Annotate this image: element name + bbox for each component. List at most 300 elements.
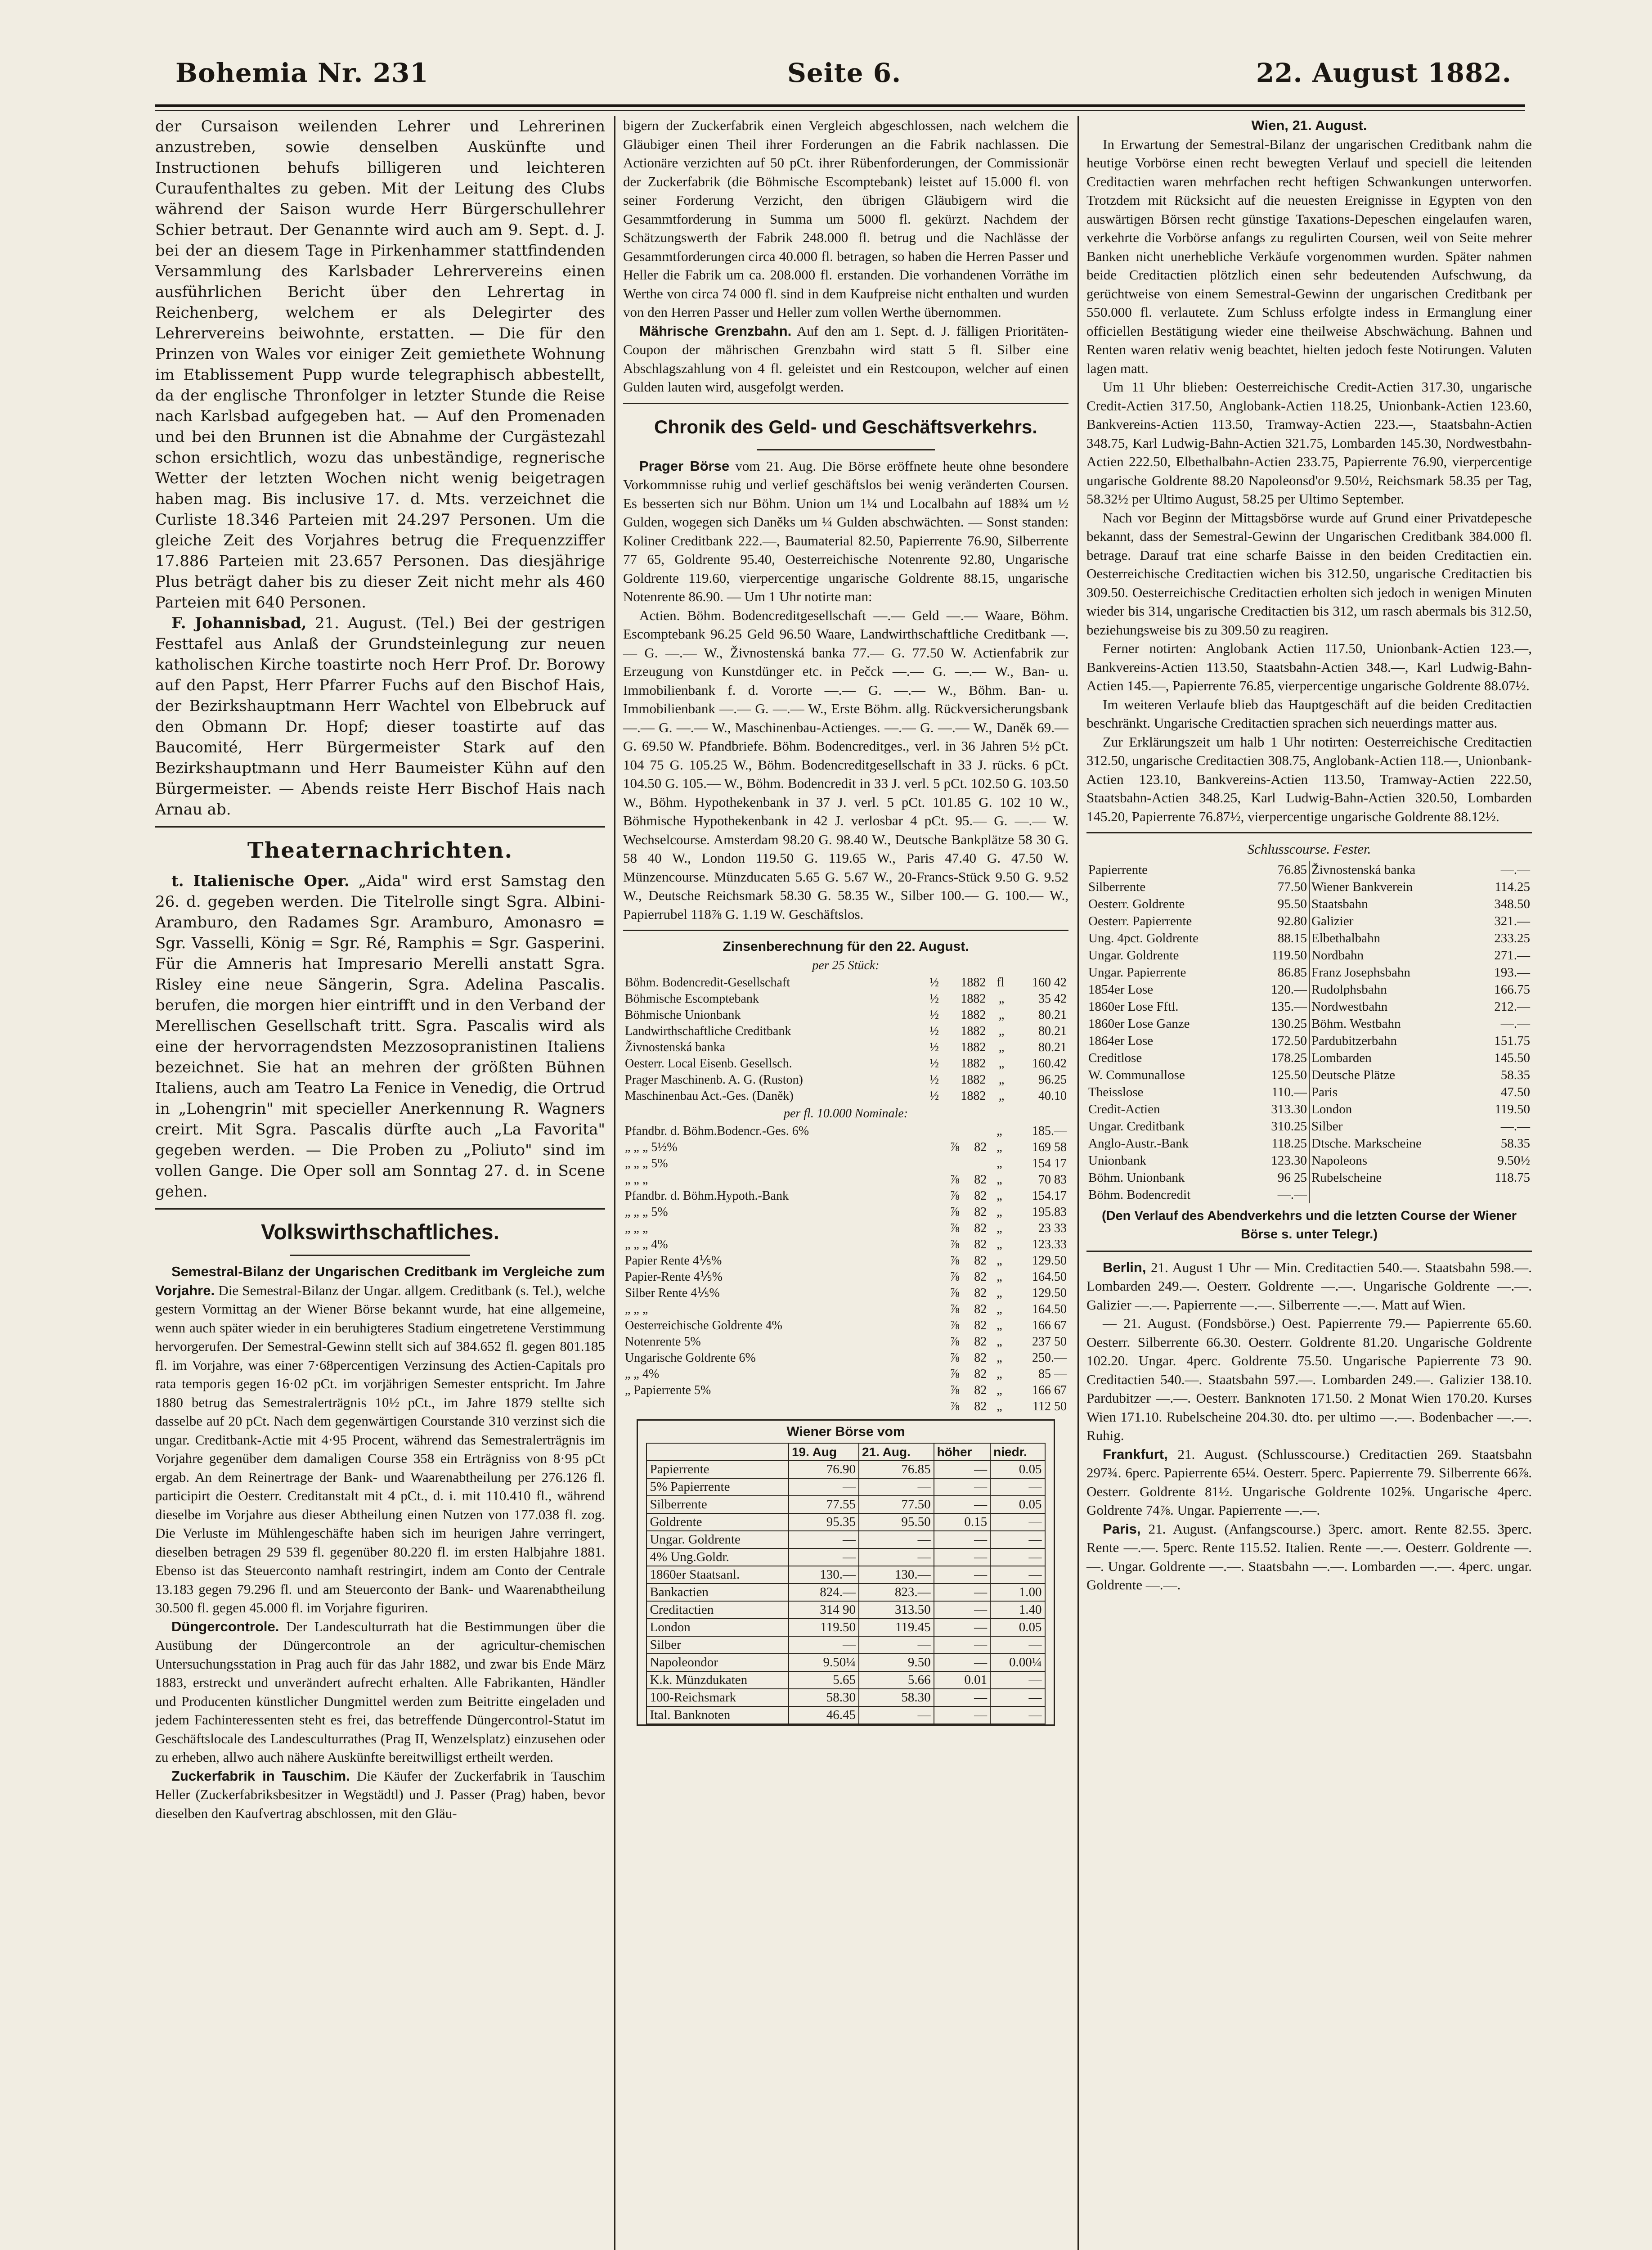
wiener-cell: 95.50 bbox=[859, 1513, 934, 1531]
wiener-cell: 9.50 bbox=[859, 1654, 934, 1671]
wiener-boerse-table bbox=[646, 1443, 1045, 1724]
wiener-cell: 824.— bbox=[789, 1584, 859, 1601]
schluss-row bbox=[1086, 947, 1532, 964]
schluss-cell: 212.— bbox=[1494, 999, 1530, 1014]
header-paper-number: Bohemia Nr. 231 bbox=[175, 58, 429, 88]
schluss-note: (Den Verlauf des Abendverkehrs und die letzten Course der Wiener Börse s. unter Telegr.) bbox=[1101, 1208, 1517, 1242]
zinsen-row bbox=[623, 1172, 1068, 1188]
zinsen-row bbox=[623, 1253, 1068, 1269]
wiener-cell: 119.50 bbox=[789, 1619, 859, 1636]
zinsen-fraction: ⅞ bbox=[950, 1188, 960, 1203]
wiener-header-cell: höher bbox=[934, 1443, 991, 1461]
zinsen-title: Zinsenberechnung für den 22. August. bbox=[723, 939, 969, 954]
wiener-cell: — bbox=[934, 1548, 991, 1566]
wiener-cell: — bbox=[990, 1566, 1045, 1584]
zinsen-row bbox=[623, 1007, 1068, 1023]
zinsen-value: 160 42 bbox=[1032, 976, 1067, 990]
schluss-cell: Rudolphsbahn bbox=[1311, 982, 1387, 997]
item-lead: Düngercontrole. bbox=[171, 1618, 279, 1634]
zinsen-year: 82 bbox=[974, 1302, 987, 1316]
zinsen-value: 195.83 bbox=[1032, 1205, 1067, 1219]
wiener-header-cell: 19. Aug bbox=[789, 1443, 859, 1461]
zinsen-row bbox=[623, 1023, 1068, 1040]
article-paragraph: Berlin, 21. August 1 Uhr — Min. Creditactien 540.—. Staatsbahn 598.—. Lombarden 249.—. Oesterr. Goldrente —.—. Ungarische Goldrente —.—. Galizier —.—. Papierrente —.—. Silberrente —.—. Matt auf Wien. bbox=[1086, 1259, 1532, 1313]
wiener-cell: 46.45 bbox=[789, 1706, 859, 1724]
zinsen-value: 237 50 bbox=[1032, 1334, 1067, 1349]
schluss-cell: 313.30 bbox=[1251, 1101, 1309, 1118]
zinsen-fraction bbox=[939, 1123, 961, 1139]
schluss-cell: 1860er Lose Fftl. bbox=[1088, 999, 1179, 1014]
header-rule bbox=[155, 104, 1525, 107]
schluss-cell: 96 25 bbox=[1251, 1169, 1309, 1186]
wiener-cell: Goldrente bbox=[646, 1513, 788, 1531]
wiener-row bbox=[646, 1619, 1045, 1636]
schluss-title: Schlusscourse. Fester. bbox=[1247, 841, 1371, 857]
zinsen-name: „ „ „ 4% bbox=[625, 1237, 668, 1251]
zinsen-row bbox=[623, 1366, 1068, 1382]
wiener-cell: — bbox=[859, 1478, 934, 1496]
schluss-cell: —.— bbox=[1251, 1186, 1309, 1203]
schluss-cell: 58.35 bbox=[1500, 1136, 1530, 1151]
zinsen-row bbox=[623, 1139, 1068, 1156]
zinsen-currency: „ bbox=[997, 1156, 1002, 1170]
schluss-cell: Živnostenská banka bbox=[1311, 862, 1416, 877]
zinsen-fraction: ⅞ bbox=[950, 1286, 960, 1300]
zinsen-value: 96.25 bbox=[1038, 1073, 1067, 1087]
zinsen-value: 80.21 bbox=[1038, 1040, 1067, 1054]
zinsen-currency: „ bbox=[997, 1318, 1002, 1332]
article-paragraph: Zur Erklärungszeit um halb 1 Uhr notirten: Oesterreichische Creditactien 312.50, ungarische Creditactien 308.75, Anglobank-Actien 118.—, Unionbank-Actien 123.10, Bankvereins-Actien 113.50, Tramway-Actien 222.50, Staatsbahn-Actien 348.25, Karl Ludwig-Bahn-Actien 320.50, Lombarden 145.20, Papierrente 76.87½, vierpercentige ungarische Goldrente 88.12½. bbox=[1086, 734, 1532, 824]
wiener-cell: Napoleondor bbox=[646, 1654, 788, 1671]
zinsen-year: 82 bbox=[974, 1205, 987, 1219]
zinsen-value: 154.17 bbox=[1032, 1188, 1067, 1203]
schluss-cell: Ungar. Papierrente bbox=[1088, 965, 1186, 980]
zinsen-name: „ „ 4% bbox=[625, 1367, 660, 1381]
schluss-cell: Böhm. Bodencredit bbox=[1088, 1187, 1191, 1202]
wiener-cell: Creditactien bbox=[646, 1601, 788, 1619]
item-lead: Zuckerfabrik in Tauschim. bbox=[171, 1768, 350, 1784]
schluss-row bbox=[1086, 1015, 1532, 1032]
zinsen-year: 1882 bbox=[961, 1008, 986, 1022]
section-rule bbox=[623, 403, 1068, 404]
schluss-cell: Papierrente bbox=[1088, 862, 1148, 877]
schluss-cell: 119.50 bbox=[1251, 947, 1309, 964]
zinsen-fraction: ⅞ bbox=[950, 1221, 960, 1235]
wiener-header-cell: 21. Aug. bbox=[859, 1443, 934, 1461]
zinsen-row bbox=[623, 1056, 1068, 1072]
schluss-cell: Paris bbox=[1311, 1084, 1338, 1099]
wiener-cell: — bbox=[859, 1531, 934, 1548]
zinsen-currency: „ bbox=[998, 992, 1005, 1006]
zinsen-currency: „ bbox=[997, 1140, 1002, 1154]
wiener-cell: 95.35 bbox=[789, 1513, 859, 1531]
schluss-cell: 178.25 bbox=[1251, 1049, 1309, 1066]
schluss-cell: 1864er Lose bbox=[1088, 1033, 1154, 1048]
wiener-cell: 4% Ung.Goldr. bbox=[646, 1548, 788, 1566]
schluss-cell bbox=[1475, 1186, 1532, 1203]
zinsen-name: Oesterr. Local Eisenb. Gesellsch. bbox=[625, 1057, 792, 1071]
schluss-cell: Unionbank bbox=[1088, 1153, 1146, 1168]
wiener-cell: — bbox=[934, 1584, 991, 1601]
schluss-cell: 321.— bbox=[1494, 914, 1530, 928]
article-paragraph: Zuckerfabrik in Tauschim. Die Käufer der Zuckerfabrik in Tauschim Heller (Zuckerfabriksbesitzer in Wegstädtl) und J. Passer (Prag) haben, bevor dieselben den Kaufvertrag abschlossen, mit den Gläu- bbox=[155, 1768, 605, 1821]
wiener-cell: — bbox=[934, 1461, 991, 1478]
zinsen-year: 82 bbox=[974, 1318, 987, 1332]
column-divider bbox=[1077, 116, 1079, 2250]
wiener-cell: — bbox=[934, 1706, 991, 1724]
zinsen-year: 82 bbox=[974, 1237, 987, 1251]
schluss-cell: Oesterr. Goldrente bbox=[1088, 896, 1185, 911]
zinsen-name: Pfandbr. d. Böhm.Hypoth.-Bank bbox=[625, 1188, 789, 1203]
zinsen-fraction: ⅞ bbox=[950, 1334, 960, 1349]
schluss-cell: 1854er Lose bbox=[1088, 982, 1154, 997]
place-lead: Berlin, bbox=[1103, 1259, 1146, 1275]
schluss-cell: Pardubitzerbahn bbox=[1311, 1033, 1397, 1048]
schluss-cell: 130.25 bbox=[1251, 1015, 1309, 1032]
schluss-cell: Deutsche Plätze bbox=[1311, 1067, 1396, 1082]
schluss-cell: 123.30 bbox=[1251, 1152, 1309, 1169]
wiener-row bbox=[646, 1706, 1045, 1724]
zinsen-row bbox=[623, 1123, 1068, 1139]
zinsen-currency: „ bbox=[997, 1253, 1002, 1268]
article-paragraph: F. Johannisbad, 21. August. (Tel.) Bei der gestrigen Festtafel aus Anlaß der Grundsteinlegung zur neuen katholischen Kirche toastirte noch Herr Prof. Dr. Borowy auf den Papst, Herr Pfarrer Fuchs auf den Bischof Hais, der Bezirkshauptmann Herr Wachtel von Elbebruck auf den Obmann Dr. Hopf; dieser toastirte auf das Baucomité, Herr Bürgermeister Stark auf den Bezirkshauptmann und Herr Baumeister Kühn auf den Bürgermeister. — Abends reiste Herr Bischof Hais nach Arnau ab. bbox=[155, 614, 605, 819]
zinsen-value: 250.— bbox=[1032, 1350, 1067, 1365]
article-paragraph: Düngercontrole. Der Landesculturrath hat die Bestimmungen über die Ausübung der Düngercontrole an der agricultur-chemischen Untersuchungsstation in Prag auch für das Jahr 1882, und zwar bis Ende März 1883, erstreckt und unverändert aufrecht erhalten. Alle Fabrikanten, Händler und Producenten künstlicher Dungmittel werden zum Beitritte eingeladen und jedem Fachinteressenten steht es frei, das betreffende Düngercontrol-Statut im Geschäftslocale des Landesculturrathes (Prag II, Wenzelsplatz) einzusehen oder zu erheben, allwo auch nähere Auskünfte bereitwilligst ertheilt werden. bbox=[155, 1618, 605, 1765]
schluss-cell: 118.75 bbox=[1495, 1170, 1530, 1185]
zinsen-currency: „ bbox=[998, 1073, 1005, 1087]
article-paragraph: der Cursaison weilenden Lehrer und Lehrerinen anzustreben, sowie denselben Auskünfte und Instructionen behufs billigeren und leichteren Curaufenthaltes zu geben. Mit der Leitung des Clubs während der Saison wurde Herr Bürgerschullehrer Schier betraut. Der Genannte wird auch am 9. Sept. d. J. bei der an diesem Tage in Pirkenhammer stattfindenden Versammlung des Karlsbader Lehrervereins einen ausführlichen Bericht über den Lehrertag in Reichenberg, welchem er als Delegirter des Lehrervereins beiwohnte, erstatten. — Die für den Prinzen von Wales vor einiger Zeit gemiethete Wohnung im Etablissement Pupp wurde telegraphisch abbestellt, da der englische Thronfolger in letzter Stunde die Reise nach Karlsbad aufgegeben hat. — Auf den Promenaden und bei den Brunnen ist die Abnahme der Curgästezahl schon ersichtlich, wozu das unbeständige, regnerische Wetter der letzten Wochen nicht wenig beigetragen haben mag. Bis inclusive 17. d. Mts. verzeichnet die Curliste 18.346 Parteien mit 24.297 Personen. Um die gleiche Zeit des Vorjahres betrug die Frequenzziffer 17.886 Parteien mit 23.657 Personen. Das diesjährige Plus beträgt daher bis zu dieser Zeit nicht mehr als 460 Parteien mit 640 Personen. bbox=[155, 117, 605, 612]
zinsen-name: Oesterreichische Goldrente 4% bbox=[625, 1318, 782, 1332]
schluss-cell: London bbox=[1311, 1102, 1352, 1116]
zinsen-currency: „ bbox=[997, 1302, 1002, 1316]
wiener-cell: 823.— bbox=[859, 1584, 934, 1601]
wiener-header-cell: niedr. bbox=[990, 1443, 1045, 1461]
zinsen-year bbox=[961, 1156, 989, 1172]
schluss-row bbox=[1086, 861, 1532, 878]
zinsen-fraction: ⅞ bbox=[950, 1383, 960, 1397]
schluss-cell: Staatsbahn bbox=[1311, 896, 1368, 911]
wiener-cell: 0.05 bbox=[990, 1461, 1045, 1478]
zinsen-value: 169 58 bbox=[1032, 1140, 1067, 1154]
zinsen-currency: „ bbox=[997, 1205, 1002, 1219]
wiener-cell: K.k. Münzdukaten bbox=[646, 1671, 788, 1689]
schluss-row bbox=[1086, 1186, 1532, 1203]
zinsen-fraction: ⅞ bbox=[950, 1302, 960, 1316]
zinsen-fraction: ⅞ bbox=[950, 1140, 960, 1154]
wiener-row bbox=[646, 1689, 1045, 1706]
zinsen-fraction bbox=[939, 1156, 961, 1172]
wiener-boerse-title: Wiener Börse vom bbox=[786, 1424, 905, 1439]
schluss-cell: Wiener Bankverein bbox=[1311, 879, 1413, 894]
zinsen-row bbox=[623, 1269, 1068, 1285]
zinsen-year: 1882 bbox=[961, 976, 986, 990]
zinsen-row bbox=[623, 1334, 1068, 1350]
zinsen-row bbox=[623, 1204, 1068, 1220]
zinsen-name: „ „ „ bbox=[625, 1221, 648, 1235]
wiener-cell: 130.— bbox=[859, 1566, 934, 1584]
schluss-cell: 77.50 bbox=[1251, 878, 1309, 896]
article-paragraph: bigern der Zuckerfabrik einen Vergleich abgeschlossen, nach welchem die Gläubiger einen Theil ihrer Forderungen an die Fabrik nachlassen. Die Actionäre verzichten auf 50 pCt. ihrer Rübenforderungen, der Commissionär der Zuckerfabrik (die Böhmische Escomptebank) leistet auf 15.000 fl. von seiner Forderung Verzicht, den übrigen Gläubigern wird die Gesammtforderung in Summa um 5000 fl. gekürzt. Nachdem der Schätzungswerth der Fabrik 248.000 fl. betrug und die Nachlässe der Gesammtforderungen circa 40.000 fl. betragen, so haben die Herren Passer und Heller die Fabrik um ca. 208.000 fl. erstanden. Die vorhandenen Vorräthe im Werthe von circa 74 000 fl. sind in dem Kaufpreise nicht enthalten und wurden von den Herren Passer und Heller zum vollen Werthe übernommen. bbox=[623, 117, 1068, 320]
schluss-row bbox=[1086, 1084, 1532, 1101]
schluss-cell: Böhm. Westbahn bbox=[1311, 1016, 1401, 1031]
zinsen-year: 1882 bbox=[961, 1089, 986, 1103]
wiener-cell: — bbox=[789, 1531, 859, 1548]
section-title-chronik: Chronik des Geld- und Geschäftsverkehrs. bbox=[654, 416, 1037, 437]
zinsen-value: 35 42 bbox=[1038, 992, 1067, 1006]
header-page-number: Seite 6. bbox=[787, 58, 902, 88]
zinsen-row bbox=[623, 1220, 1068, 1237]
zinsen-value: 129.50 bbox=[1032, 1286, 1067, 1300]
zinsen-name: „ Papierrente 5% bbox=[625, 1383, 711, 1397]
schluss-cell: —.— bbox=[1500, 1016, 1530, 1031]
wiener-cell: 0.01 bbox=[934, 1671, 991, 1689]
dateline: Wien, 21. August. bbox=[1251, 117, 1367, 133]
article-paragraph: Prager Börse vom 21. Aug. Die Börse eröffnete heute ohne besondere Vorkommnisse ruhig und verlief geschäftslos bei wenig veränderten Coursen. Es besserten sich nur Böhm. Union um 1¼ und Localbahn auf 188¾ um ½ Gulden, wogegen sich Daněks um ¼ Gulden abschwächten. — Sonst standen: Koliner Creditbank 222.—, Baumaterial 82.50, Papierrente 76.90, Silberrente 77 65, Goldrente 95.40, Oesterreichische Notenrente 92.80, Ungarische Goldrente 119.60, vierpercentige ungarische Goldrente 88.15, ungarische Notenrente 86.90. — Um 1 Uhr notirte man: bbox=[623, 458, 1068, 604]
zinsen-year: 82 bbox=[974, 1350, 987, 1365]
schluss-row bbox=[1086, 1049, 1532, 1066]
zinsen-currency: „ bbox=[997, 1237, 1002, 1251]
wiener-cell: — bbox=[859, 1548, 934, 1566]
zinsen-row bbox=[623, 1040, 1068, 1056]
zinsen-value: 70 83 bbox=[1038, 1172, 1067, 1187]
schluss-cell: 119.50 bbox=[1495, 1102, 1530, 1116]
wiener-cell: 0.00¼ bbox=[990, 1654, 1045, 1671]
schluss-cell: 135.— bbox=[1251, 998, 1309, 1015]
zinsen-fraction: ⅞ bbox=[950, 1399, 960, 1413]
schluss-row bbox=[1086, 1066, 1532, 1084]
zinsen-year: 82 bbox=[974, 1253, 987, 1268]
schluss-cell: 151.75 bbox=[1494, 1033, 1530, 1048]
wiener-row bbox=[646, 1461, 1045, 1478]
wiener-row bbox=[646, 1636, 1045, 1654]
zinsen-subtitle: per fl. 10.000 Nominale: bbox=[783, 1107, 908, 1120]
wiener-row bbox=[646, 1513, 1045, 1531]
zinsen-year: 1882 bbox=[961, 1024, 986, 1038]
wiener-cell: 1860er Staatsanl. bbox=[646, 1566, 788, 1584]
wiener-cell: — bbox=[934, 1601, 991, 1619]
schluss-row bbox=[1086, 1118, 1532, 1135]
zinsen-value: 80.21 bbox=[1038, 1024, 1067, 1038]
wiener-cell: 1.40 bbox=[990, 1601, 1045, 1619]
column-2 bbox=[623, 116, 1068, 1730]
schluss-cell: 58.35 bbox=[1500, 1067, 1530, 1082]
schluss-cell: 92.80 bbox=[1251, 913, 1309, 930]
header-date: 22. August 1882. bbox=[1256, 58, 1512, 88]
zinsen-row bbox=[623, 1188, 1068, 1204]
wiener-row bbox=[646, 1654, 1045, 1671]
wiener-row bbox=[646, 1531, 1045, 1548]
wiener-cell: 0.05 bbox=[990, 1496, 1045, 1513]
wiener-cell: — bbox=[934, 1566, 991, 1584]
wiener-cell: 119.45 bbox=[859, 1619, 934, 1636]
zinsen-value: 166 67 bbox=[1032, 1318, 1067, 1332]
zinsen-currency: „ bbox=[997, 1350, 1002, 1365]
wiener-cell: 76.90 bbox=[789, 1461, 859, 1478]
schluss-cell: Theisslose bbox=[1088, 1084, 1144, 1099]
column-3 bbox=[1086, 116, 1532, 1594]
zinsen-row bbox=[623, 1088, 1068, 1104]
zinsen-fraction: ⅞ bbox=[950, 1318, 960, 1332]
schluss-cell: 1860er Lose Ganze bbox=[1088, 1016, 1190, 1031]
wiener-cell: 130.— bbox=[789, 1566, 859, 1584]
schluss-cell: Oesterr. Papierrente bbox=[1088, 914, 1192, 928]
item-lead: Prager Börse bbox=[639, 458, 730, 474]
zinsen-value: 80.21 bbox=[1038, 1008, 1067, 1022]
zinsen-year: 82 bbox=[974, 1140, 987, 1154]
schluss-cell: —.— bbox=[1500, 862, 1530, 877]
schluss-cell: Ungar. Creditbank bbox=[1088, 1119, 1185, 1134]
schluss-cell: Silberrente bbox=[1088, 879, 1146, 894]
article-paragraph: In Erwartung der Semestral-Bilanz der ungarischen Creditbank nahm die heutige Vorbörse einen recht bewegten Verlauf und speciell die leitenden Creditactien waren mehrfachen recht heftigen Schwankungen unterworfen. Trotzdem mit Rücksicht auf die neuesten Ereignisse in Egypten von den auswärtigen Börsen recht günstige Taxations-Depeschen eingelaufen waren, verkehrte die Vorbörse anfangs zu regulirten Coursen, weil von Seite mehrer Banken nicht unerhebliche Verkäufe vorgenommen wurden. Später nahmen beide Creditactien plötzlich einen sehr bedeutenden Aufschwung, da gerüchtweise von einem Semestral-Gewinn der ungarischen Creditbank per 550.000 fl. verlautete. Zum Schluss erfolgte indess in Ermanglung einer officiellen Bestätigung wieder eine theilweise Abschwächung. Bahnen und Renten waren relativ wenig beachtet, hielten jedoch feste Notirungen. Valuten lagen matt. bbox=[1086, 136, 1532, 376]
wiener-cell: Bankactien bbox=[646, 1584, 788, 1601]
zinsen-currency: „ bbox=[997, 1399, 1002, 1413]
wiener-cell: 314 90 bbox=[789, 1601, 859, 1619]
zinsen-currency: „ bbox=[997, 1124, 1002, 1138]
wiener-cell: — bbox=[934, 1636, 991, 1654]
item-lead: Mährische Grenzbahn. bbox=[639, 323, 792, 339]
zinsen-name: Böhmische Unionbank bbox=[625, 1008, 741, 1022]
zinsen-row bbox=[623, 1399, 1068, 1415]
wiener-cell: 0.15 bbox=[934, 1513, 991, 1531]
schluss-cell: Rubelscheine bbox=[1311, 1170, 1382, 1185]
zinsen-currency: „ bbox=[998, 1057, 1005, 1071]
schluss-row bbox=[1086, 913, 1532, 930]
schluss-cell: 145.50 bbox=[1494, 1050, 1530, 1065]
schluss-cell: 114.25 bbox=[1495, 879, 1530, 894]
wiener-header-cell bbox=[646, 1443, 788, 1461]
schluss-row bbox=[1086, 1032, 1532, 1049]
schluss-row bbox=[1086, 1101, 1532, 1118]
wiener-cell: — bbox=[934, 1689, 991, 1706]
zinsen-value: 129.50 bbox=[1032, 1253, 1067, 1268]
wiener-cell: Silber bbox=[646, 1636, 788, 1654]
schluss-cell: Lombarden bbox=[1311, 1050, 1372, 1065]
zinsen-fraction: ½ bbox=[929, 1073, 939, 1087]
wiener-row bbox=[646, 1478, 1045, 1496]
wiener-row bbox=[646, 1584, 1045, 1601]
schluss-cell: Galizier bbox=[1311, 914, 1354, 928]
wiener-cell: Papierrente bbox=[646, 1461, 788, 1478]
wiener-cell: 58.30 bbox=[789, 1689, 859, 1706]
zinsen-fraction: ⅞ bbox=[950, 1172, 960, 1187]
schluss-cell: 47.50 bbox=[1500, 1084, 1530, 1099]
zinsen-fraction: ⅞ bbox=[950, 1205, 960, 1219]
zinsen-row bbox=[623, 1350, 1068, 1366]
zinsen-row bbox=[623, 1156, 1068, 1172]
zinsen-value: 164.50 bbox=[1032, 1302, 1067, 1316]
zinsen-year: 82 bbox=[974, 1221, 987, 1235]
zinsen-name: Papier Rente 4⅕% bbox=[625, 1253, 722, 1268]
zinsen-name: „ „ „ 5% bbox=[625, 1156, 668, 1170]
zinsen-year bbox=[961, 1123, 989, 1139]
schluss-row bbox=[1086, 1169, 1532, 1186]
zinsen-year: 82 bbox=[974, 1269, 987, 1284]
schluss-cell: 193.— bbox=[1494, 965, 1530, 980]
schluss-cell: 95.50 bbox=[1251, 896, 1309, 913]
section-rule bbox=[1086, 832, 1532, 833]
zinsen-currency: „ bbox=[997, 1367, 1002, 1381]
schluss-cell: Franz Josephsbahn bbox=[1311, 965, 1410, 980]
zinsen-value: 185.— bbox=[1032, 1124, 1067, 1138]
wiener-cell: Silberrente bbox=[646, 1496, 788, 1513]
zinsen-fraction: ⅞ bbox=[950, 1269, 960, 1284]
zinsen-year: 82 bbox=[974, 1399, 987, 1413]
wiener-cell: — bbox=[990, 1513, 1045, 1531]
zinsen-table-2 bbox=[623, 1123, 1068, 1415]
zinsen-year: 82 bbox=[974, 1367, 987, 1381]
schluss-row bbox=[1086, 1152, 1532, 1169]
zinsen-table-1 bbox=[623, 975, 1068, 1104]
zinsen-fraction: ½ bbox=[929, 1089, 939, 1103]
wiener-cell: — bbox=[934, 1619, 991, 1636]
wiener-cell: — bbox=[934, 1654, 991, 1671]
wiener-cell: 100-Reichsmark bbox=[646, 1689, 788, 1706]
wiener-cell: 5.66 bbox=[859, 1671, 934, 1689]
schluss-row bbox=[1086, 998, 1532, 1015]
schluss-cell: Nordbahn bbox=[1311, 948, 1364, 963]
zinsen-fraction: ½ bbox=[929, 1008, 939, 1022]
zinsen-value: 160.42 bbox=[1032, 1057, 1067, 1071]
zinsen-currency: „ bbox=[998, 1024, 1005, 1038]
article-paragraph: Um 11 Uhr blieben: Oesterreichische Credit-Actien 317.30, ungarische Credit-Actien 317.50, Anglobank-Actien 118.25, Unionbank-Actien 123.60, Bankvereins-Actien 113.50, Tramway-Actien 223.—, Staatsbahn-Actien 348.75, Karl Ludwig-Bahn-Actien 321.75, Lombarden 145.30, Nordwestbahn-Actien 222.50, Elbethalbahn-Actien 233.75, Papierrente 76.90, vierpercentige ungarische Goldrente 88.20 Napoleonsd'or 9.50½, Reichsmark 58.35 per Tag, 58.32½ per Ultimo August, 58.25 per Ultimo September. bbox=[1086, 379, 1532, 507]
schluss-cell: Ung. 4pct. Goldrente bbox=[1088, 931, 1199, 945]
zinsen-name bbox=[623, 1399, 939, 1415]
zinsen-row bbox=[623, 1237, 1068, 1253]
zinsen-row bbox=[623, 1382, 1068, 1399]
zinsen-currency: fl bbox=[997, 976, 1005, 990]
zinsen-fraction: ⅞ bbox=[950, 1367, 960, 1381]
zinsen-fraction: ⅞ bbox=[950, 1237, 960, 1251]
schlusscourse-table bbox=[1086, 861, 1532, 1203]
wiener-row bbox=[646, 1566, 1045, 1584]
schluss-cell: 233.25 bbox=[1494, 931, 1530, 945]
zinsen-fraction: ½ bbox=[929, 1024, 939, 1038]
article-paragraph: Frankfurt, 21. August. (Schlusscourse.) Creditactien 269. Staatsbahn 297¾. 6perc. Papierrente 65¼. Oesterr. 5perc. Papierrente 79. Silberrente 66⅞. Oesterr. Goldrente 81½. Ungarische Goldrente 102⅝. Ungarische 4perc. Goldrente 74⅞. Ungar. Papierrente —.—. bbox=[1086, 1446, 1532, 1518]
zinsen-currency: „ bbox=[998, 1040, 1005, 1054]
article-paragraph: Mährische Grenzbahn. Auf den am 1. Sept. d. J. fälligen Prioritäten-Coupon der mährischen Grenzbahn wird statt 5 fl. Silber eine Abschlagszahlung von 4 fl. geleistet und ein Restcoupon, welcher auf einen Gulden lauten wird, ausgefolgt werden. bbox=[623, 323, 1069, 395]
zinsen-year: 82 bbox=[974, 1286, 987, 1300]
wiener-cell: — bbox=[789, 1548, 859, 1566]
zinsen-name: Maschinenbau Act.-Ges. (Daněk) bbox=[625, 1089, 794, 1103]
zinsen-name: Prager Maschinenb. A. G. (Ruston) bbox=[625, 1073, 803, 1087]
schluss-cell: 271.— bbox=[1494, 948, 1530, 963]
zinsen-currency: „ bbox=[998, 1089, 1005, 1103]
zinsen-row bbox=[623, 975, 1068, 991]
wiener-cell: 76.85 bbox=[859, 1461, 934, 1478]
schluss-row bbox=[1086, 878, 1532, 896]
section-rule bbox=[155, 826, 605, 828]
schluss-cell bbox=[1309, 1186, 1475, 1203]
zinsen-value: 112 50 bbox=[1032, 1399, 1067, 1413]
zinsen-year: 82 bbox=[974, 1172, 987, 1187]
wiener-row bbox=[646, 1496, 1045, 1513]
zinsen-name: „ „ „ 5½% bbox=[625, 1140, 678, 1154]
zinsen-subtitle: per 25 Stück: bbox=[812, 958, 880, 972]
wiener-cell: Ungar. Goldrente bbox=[646, 1531, 788, 1548]
zinsen-value: 40.10 bbox=[1038, 1089, 1067, 1103]
zinsen-year: 1882 bbox=[961, 1073, 986, 1087]
wiener-cell: 77.50 bbox=[859, 1496, 934, 1513]
zinsen-currency: „ bbox=[997, 1334, 1002, 1349]
page-header bbox=[148, 58, 1525, 94]
zinsen-row bbox=[623, 1301, 1068, 1318]
zinsen-currency: „ bbox=[997, 1269, 1002, 1284]
schluss-cell: —.— bbox=[1500, 1119, 1530, 1134]
wiener-cell: 58.30 bbox=[859, 1689, 934, 1706]
item-lead: t. Italienische Oper. bbox=[171, 872, 350, 890]
wiener-cell: — bbox=[934, 1496, 991, 1513]
zinsen-row bbox=[623, 991, 1068, 1007]
